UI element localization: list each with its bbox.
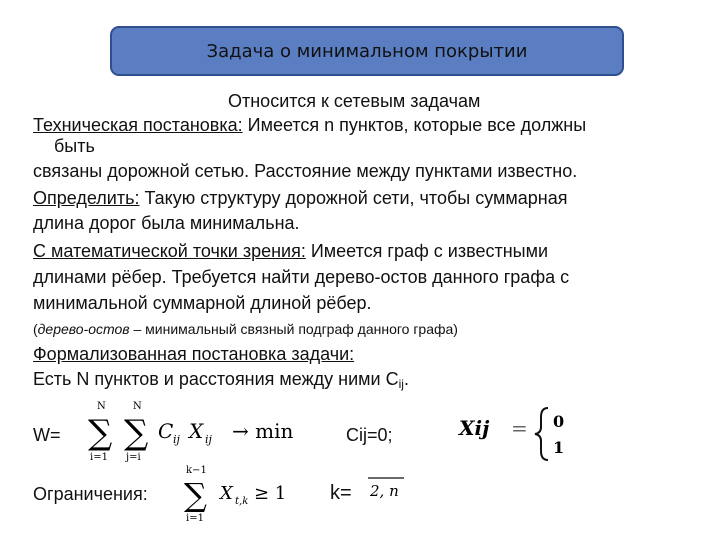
sum2-sigma: ∑ (124, 413, 149, 453)
tech-line-3: связаны дорожной сетью. Расстояние между пунктами известно. (33, 161, 578, 181)
value-zero: 0 (553, 412, 565, 431)
xij-symbol: Xij (459, 416, 490, 440)
xtk-sub: t,k (235, 496, 249, 507)
range-text: 2, n (370, 482, 399, 500)
formal-label: Формализованная постановка задачи: (33, 344, 355, 364)
left-brace (535, 408, 548, 460)
x-sub: ij (205, 433, 212, 446)
sum1-lower: i=1 (90, 452, 108, 463)
cij-zero: Cij=0; (346, 425, 393, 445)
sum3-lower: i=1 (186, 513, 204, 524)
slide-title-text: Задача о минимальном покрытии (206, 40, 528, 62)
sum3-sigma: ∑ (184, 476, 207, 514)
sum2-upper: N (133, 401, 142, 412)
c-sub: ij (173, 433, 180, 446)
slide-title (110, 26, 624, 76)
define-label: Определить: (33, 188, 140, 208)
sum2-lower: j=i (126, 452, 141, 463)
objective-formula (80, 398, 330, 468)
x-symbol: X (189, 419, 204, 443)
k-range (366, 474, 410, 504)
tech-line-2: быть (54, 136, 95, 156)
math-line-1 (33, 240, 548, 262)
geq-one: ≥ 1 (254, 483, 287, 504)
equals-sign: = (511, 416, 528, 440)
k-label: k= (330, 482, 352, 504)
c-symbol: C (158, 419, 174, 443)
constraints-label: Ограничения: (33, 484, 148, 504)
tech-line-1 (33, 114, 586, 136)
tech-text-1: Имеется n пунктов, которые все должны (242, 115, 587, 135)
define-line-2: длина дорог была минимальна. (33, 213, 300, 233)
math-text-1: Имеется граф с известными (305, 241, 549, 261)
note-line: (дерево-остов – минимальный связный подграф данного графа) (33, 321, 458, 337)
value-one: 1 (553, 438, 565, 457)
tech-label: Техническая постановка: (33, 115, 243, 135)
note-term: дерево-остов (37, 321, 130, 337)
math-line-3: минимальной суммарной длиной рёбер. (33, 293, 372, 313)
sum1-upper: N (97, 401, 106, 412)
arrow-min: → min (232, 419, 294, 443)
subtitle: Относится к сетевым задачам (228, 91, 481, 111)
note-rest: – минимальный связный подграф данного графа) (129, 321, 458, 337)
sum1-sigma: ∑ (88, 413, 113, 453)
x-domain-formula (455, 405, 585, 465)
formal-text: Есть N пунктов и расстояния между ними $C_{ij}$. (33, 369, 409, 391)
define-text-1: Такую структуру дорожной сети, чтобы суммарная (139, 188, 568, 208)
w-label: W= (33, 425, 61, 445)
constraint-formula (180, 462, 310, 526)
define-line-1 (33, 187, 568, 209)
math-label: С математической точки зрения: (33, 241, 306, 261)
math-line-2: длинами рёбер. Требуется найти дерево-остов данного графа с (33, 267, 570, 287)
xtk-symbol: X (220, 483, 233, 504)
sum3-upper: k−1 (186, 465, 207, 476)
